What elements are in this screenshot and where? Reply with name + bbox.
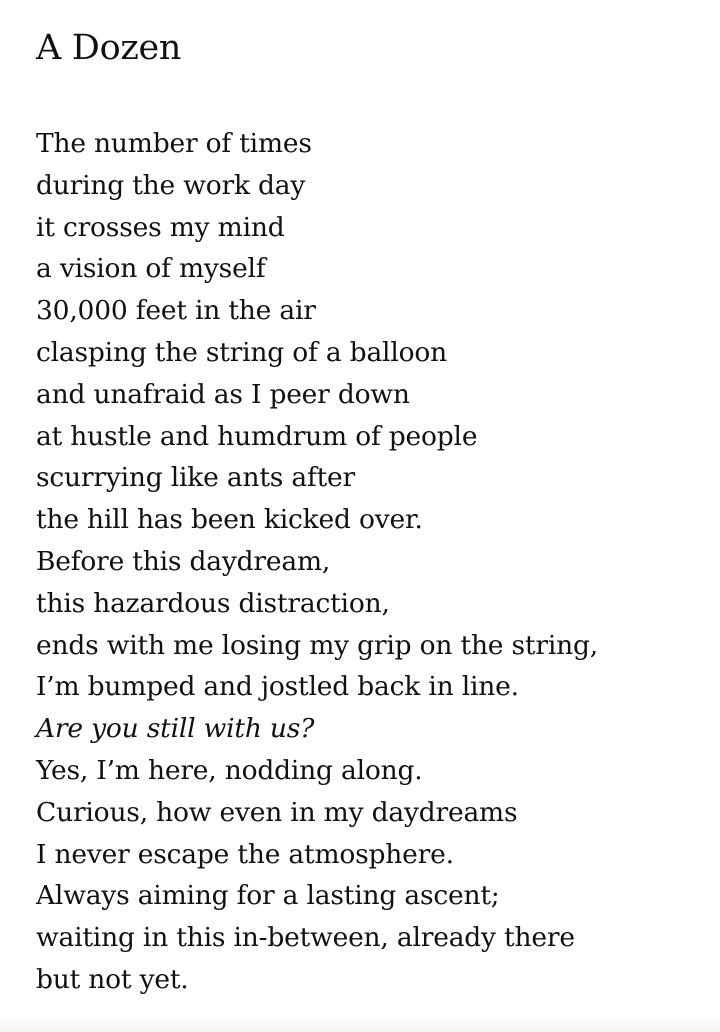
poem-line: scurrying like ants after bbox=[36, 462, 356, 494]
poem-page bbox=[36, 24, 696, 1001]
poem-line: Yes, I’m here, nodding along. bbox=[36, 754, 423, 786]
poem-title: A Dozen bbox=[36, 28, 182, 68]
poem-line: Curious, how even in my daydreams bbox=[36, 796, 518, 828]
bottom-edge-shadow bbox=[0, 1014, 720, 1032]
poem-line: The number of times bbox=[36, 128, 312, 159]
poem-line: the hill has been kicked over. bbox=[36, 504, 423, 536]
poem-line: this hazardous distraction, bbox=[36, 587, 390, 619]
poem-line: I’m bumped and jostled back in line. bbox=[36, 671, 519, 703]
poem-line: at hustle and humdrum of people bbox=[36, 420, 478, 452]
poem-line-italic: Are you still with us? bbox=[36, 713, 315, 745]
poem-line: and unafraid as I peer down bbox=[36, 378, 410, 410]
poem-line: ends with me losing my grip on the string, bbox=[36, 629, 598, 661]
poem-line: Always aiming for a lasting ascent; bbox=[36, 880, 500, 912]
poem-line: during the work day bbox=[36, 169, 306, 201]
poem-line: 30,000 feet in the air bbox=[36, 295, 316, 327]
poem-line: Before this daydream, bbox=[36, 545, 331, 577]
poem-body bbox=[36, 123, 696, 1001]
poem-line: clasping the string of a balloon bbox=[36, 336, 447, 368]
poem-line: but not yet. bbox=[36, 963, 189, 995]
poem-line: it crosses my mind bbox=[36, 211, 285, 243]
poem-line: I never escape the atmosphere. bbox=[36, 838, 454, 870]
poem-line: waiting in this in-between, already there bbox=[36, 922, 575, 954]
poem-line: a vision of myself bbox=[36, 253, 266, 285]
